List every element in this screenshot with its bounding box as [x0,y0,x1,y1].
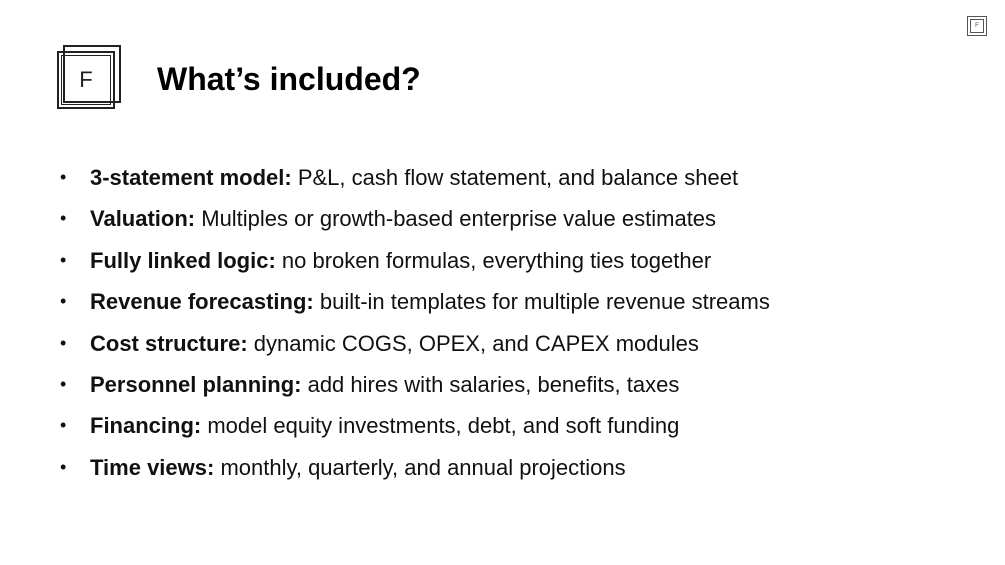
item-description: no broken formulas, everything ties together [275,247,712,273]
list-item [58,157,770,198]
item-term: Time views: [90,454,215,480]
item-term: Valuation: [90,206,196,232]
bullet-point: • [60,291,67,312]
bullet-point: • [60,249,67,270]
item-term: Revenue forecasting: [90,289,314,315]
bullet-point: • [60,332,67,353]
page-title: What’s included? [157,61,421,97]
item-term: Financing: [90,413,202,439]
list-item [58,198,770,239]
brand-logo [56,45,126,115]
bullet-point: • [60,208,67,229]
list-item [58,405,770,446]
corner-logo [967,16,989,38]
logo-letter: F [79,67,93,92]
list-item [58,240,770,281]
item-term: 3-statement model: [90,165,292,190]
item-term: Personnel planning: [90,371,302,397]
list-item [58,323,770,364]
list-item [58,364,770,405]
bullet-point: • [60,415,67,436]
bullet-point: • [60,456,67,477]
item-description: built-in templates for multiple revenue streams [313,289,770,315]
bullet-point: • [60,167,67,187]
item-description: monthly, quarterly, and annual projections [214,454,626,480]
item-description: add hires with salaries, benefits, taxes [301,371,680,397]
corner-logo-letter: F [970,19,984,33]
bullet-point: • [60,373,67,394]
item-description: Multiples or growth-based enterprise value estimates [195,206,717,232]
item-description: P&L, cash flow statement, and balance sheet [291,165,739,190]
item-description: model equity investments, debt, and soft funding [201,413,680,439]
item-term: Cost structure: [90,330,248,356]
feature-list [58,157,770,488]
list-item [58,447,770,488]
item-term: Fully linked logic: [90,247,276,273]
list-item [58,281,770,322]
item-description: dynamic COGS, OPEX, and CAPEX modules [247,330,699,356]
